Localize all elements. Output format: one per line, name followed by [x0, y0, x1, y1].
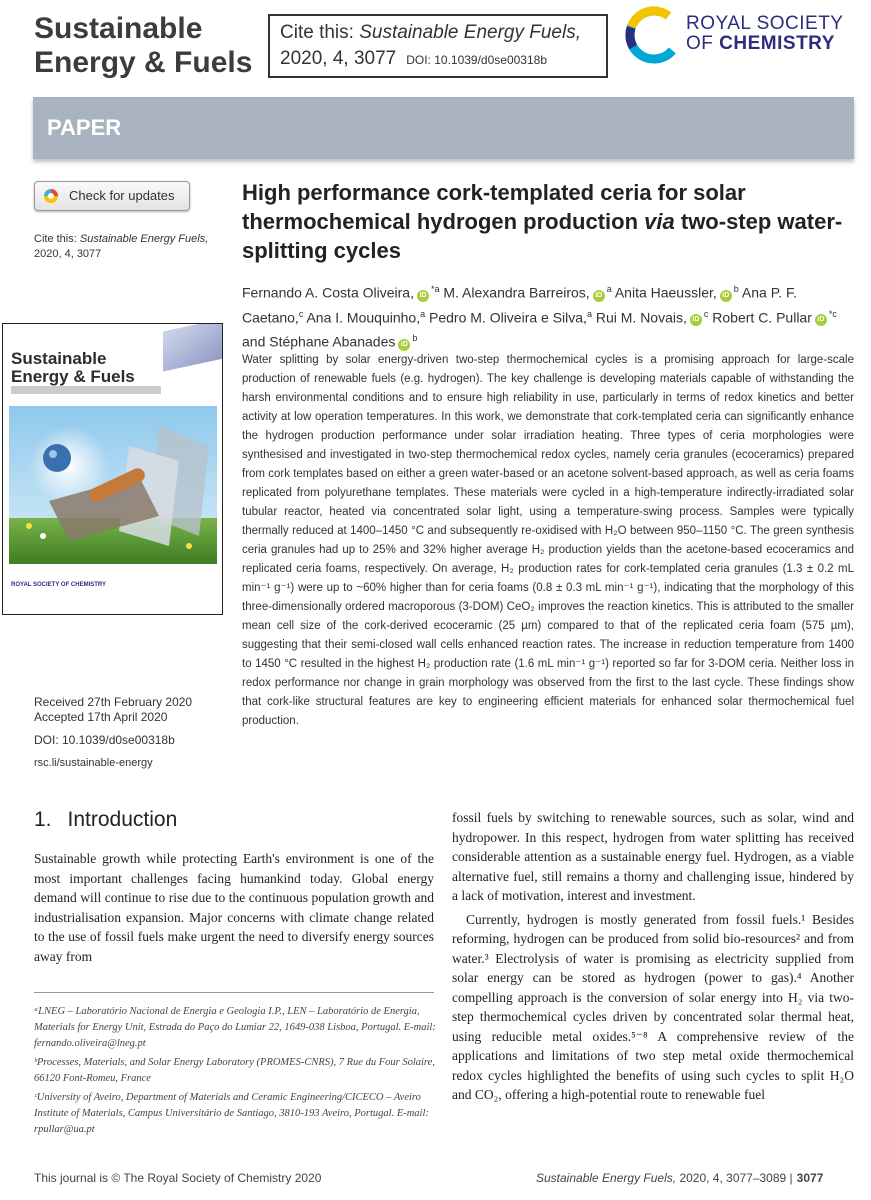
copyright-footer: This journal is © The Royal Society of Chemistry 2020 [34, 1171, 322, 1185]
check-for-updates-button[interactable] [34, 181, 190, 211]
orcid-icon[interactable]: iD [593, 290, 605, 302]
cite-doi[interactable]: DOI: 10.1039/d0se00318b [406, 53, 547, 67]
title-part1: High performance cork-templated ceria for solar thermochemical hydrogen production [242, 180, 746, 234]
author-name[interactable]: Rui M. Novais, [595, 309, 687, 326]
author-affiliation: a [586, 308, 592, 319]
author-name[interactable]: and Stéphane Abanades [242, 333, 396, 350]
orcid-icon[interactable]: iD [398, 339, 410, 351]
author-name[interactable]: Anita Haeussler, [614, 284, 717, 301]
footnote-divider [34, 992, 434, 993]
cover-publisher: ROYAL SOCIETY OF CHEMISTRY [11, 582, 107, 588]
intro-paragraph: Sustainable growth while protecting Earth's environment is one of the most important challenges facing humankind today. Global energy demand will continue to rise due to the continuous population growth and industrialisation expansion. Major concerns with climate change related to the use of fossil fuels make urgent the need to diversify energy sources away from [34, 851, 434, 964]
cover-ribbon [163, 323, 223, 371]
publisher-name [686, 14, 843, 54]
sidebar-cite-label: Cite this: [34, 233, 77, 245]
footnote-c: ᶜUniversity of Aveiro, Department of Materials and Ceramic Engineering/CICECO – Aveiro Institute of Materials, Campus Universitário de Santiago, 3810-193 Aveiro, Portugal. E-mail: rpullar@ua.pt [34, 1092, 429, 1135]
orcid-icon[interactable]: iD [815, 314, 827, 326]
affiliation-footnotes [34, 1004, 436, 1141]
section-number: 1. [34, 808, 52, 831]
sidebar-cite-journal: Sustainable Energy Fuels, [79, 233, 209, 245]
cite-journal: Sustainable Energy Fuels, [359, 22, 581, 43]
orcid-icon[interactable]: iD [690, 314, 702, 326]
abstract [242, 351, 854, 731]
journal-title [34, 12, 252, 80]
author-affiliation: b [412, 333, 418, 344]
author-name[interactable]: Fernando A. Costa Oliveira, [242, 284, 414, 301]
author-affiliation: a [606, 284, 612, 294]
author-list [242, 279, 862, 353]
article-title [242, 178, 862, 265]
author-affiliation: *a [430, 284, 440, 294]
author-affiliation: c [703, 308, 709, 319]
sidebar-citation [34, 232, 224, 262]
footnote-b: ᵇProcesses, Materials, and Solar Energy Laboratory (PROMES-CNRS), 7 Rue du Four Solaire, 66120 Font-Romeu, France [34, 1057, 435, 1084]
page-number: 3077 [796, 1171, 824, 1185]
cover-title-line2: Energy & Fuels [11, 367, 135, 386]
accepted-date: Accepted 17th April 2020 [34, 710, 168, 724]
section-heading [34, 808, 193, 832]
author-name[interactable]: Ana I. Mouquinho, [306, 309, 421, 326]
journal-title-line1: Sustainable [34, 12, 203, 45]
abstract-text: Water splitting by solar energy-driven two-step thermochemical cycles is a promising approach for large-scale production of renewable fuels (e.g. hydrogen). The key challenge is developing materials capable of withstanding the harsh environmental conditions and to ensure high reliability in use, particularly in terms of redox kinetics and better activity at low operation temperatures. In this work, we demonstrate that cork-templated ceria can significantly enhance the hydrogen production performance under solar irradiation heating. Three types of ceria morphologies were synthesised and investigated in two-step thermochemical redox cycles, namely ceria granules (ecoceramics) prepared from cork templates based on either a green water-based or an acetone solvent-based approach, as well as ceria foams replicated from polyurethane templates. These materials were cycled in a high-temperature indirectly-irradiated solar tubular reactor, heated via concentrated solar light, using a temperature-swing process. Samples were typically thermally reduced at 1400–1450 °C and subsequently re-oxidised with H₂O between 950–1150 °C. The green synthesis ceria granules had up to 25% and 32% higher average H₂ production yields than the acetone-based ecoceramics and replicated ceria foams, respectively. On average, H₂ production rates for cork-templated ceria granules (1.3 ± 0.2 mL min⁻¹ g⁻¹) were up to ~60% higher than for ceria foams (0.8 ± 0.3 mL min⁻¹ g⁻¹), indicating that the morphology of this three-dimensionally ordered macroporous (3-DOM) CeO₂ improves the reaction kinetics. This is attributed to the smaller mean cell size of the cork-derived ecoceramic (25 µm) compared to that of the replicated ceria foam (575 µm), suggesting that their semi-closed wall cells enhanced reaction rates. The increase in reduction temperature from 1400 to 1450 °C resulted in the highest H₂ production rate (1.6 mL min⁻¹ g⁻¹) reported so far for 3-DOM ceria. Neither loss in redox performance nor change in grain morphology was observed from the first to the last cycle. These findings show that cork-like structural features are key to engineering efficient materials for enhanced solar thermochemical fuel production. [242, 354, 854, 727]
intro-right-column [452, 808, 854, 1105]
cite-label: Cite this: [280, 22, 354, 43]
author-name[interactable]: Robert C. Pullar [712, 309, 812, 326]
article-history [34, 695, 224, 779]
section-title: Introduction [67, 808, 178, 831]
sidebar-doi[interactable]: DOI: 10.1039/d0se00318b [34, 733, 175, 747]
title-via: via [644, 209, 675, 234]
cover-subtitle-bar [11, 386, 161, 394]
cover-footer [11, 570, 216, 608]
article-type-banner [33, 97, 854, 159]
intro-paragraph: fossil fuels by switching to renewable sources, such as solar, wind and hydropower. In this respect, hydrogen from water splitting has received considerable attention as a sustainable energy fuel. Hydrogen, as a viable alternative fuel, still remains a thorny and challenging issue, hindered by a lack of motivation, interest and investment. [452, 810, 854, 903]
author-name[interactable]: M. Alexandra Barreiros, [443, 284, 590, 301]
publisher-line2-bold: CHEMISTRY [719, 33, 835, 54]
orcid-icon[interactable]: iD [417, 290, 429, 302]
cover-title [11, 350, 135, 386]
cover-title-line1: Sustainable [11, 349, 107, 368]
cover-artwork [9, 406, 217, 564]
journal-cover-image[interactable] [2, 323, 223, 615]
author-name[interactable]: Ana P. F. Caetano, [242, 284, 797, 326]
publisher-line2-prefix: OF [686, 33, 720, 54]
footnote-a: ᵃLNEG – Laboratório Nacional de Energia e Geologia I.P., LEN – Laboratório de Energia, Materials for Energy Unit, Estrada do Paço do Lumiar 22, 1649-038 Lisboa, Portugal. E-mail: fernando.oliveira@lneg.pt [34, 1006, 436, 1049]
intro-left-column [34, 849, 434, 966]
orcid-icon[interactable]: iD [720, 290, 732, 302]
intro-paragraph: Currently, hydrogen is mostly generated from fossil fuels.¹ Besides reforming, hydrogen can be produced from solid bio-resources² and from water.³ Electrolysis of water is promising as electricity supplied from solar energy can be stored as hydrogen (power to gas).⁴ Another compelling approach is the conversion of solar energy into H₂ via two-step thermochemical cycles driven by concentrated solar thermal heat, using reducible metal oxides.⁵⁻⁸ A comprehensive review of the applications and limitations of two step metal oxide thermochemical redox cycles highlighted the benefits of using such cycles to split H₂O and CO₂, offering a high-potential route to renewable fuel [452, 911, 854, 1102]
footer-journal: Sustainable Energy Fuels, [536, 1171, 677, 1185]
author-affiliation: b [733, 284, 739, 294]
received-date: Received 27th February 2020 [34, 695, 193, 709]
publisher-line1: ROYAL SOCIETY [686, 13, 844, 34]
author-name[interactable]: Pedro M. Oliveira e Silva, [429, 309, 587, 326]
cite-ref: 2020, 4, 3077 [280, 48, 397, 69]
sidebar-cite-ref: 2020, 4, 3077 [34, 248, 102, 260]
author-affiliation: c [298, 308, 304, 319]
author-affiliation: a [420, 308, 426, 319]
article-type-label: PAPER [47, 115, 122, 140]
journal-link[interactable]: rsc.li/sustainable-energy [34, 757, 153, 769]
page-footer [536, 1171, 823, 1185]
title-part2: two-step water-splitting cycles [242, 209, 843, 263]
citation-box [268, 14, 608, 78]
journal-title-line2: Energy & Fuels [34, 46, 253, 79]
check-updates-icon [43, 188, 59, 204]
check-updates-label: Check for updates [69, 188, 175, 203]
footer-ref: 2020, 4, 3077–3089 | [679, 1171, 793, 1185]
author-affiliation: *c [828, 308, 837, 319]
